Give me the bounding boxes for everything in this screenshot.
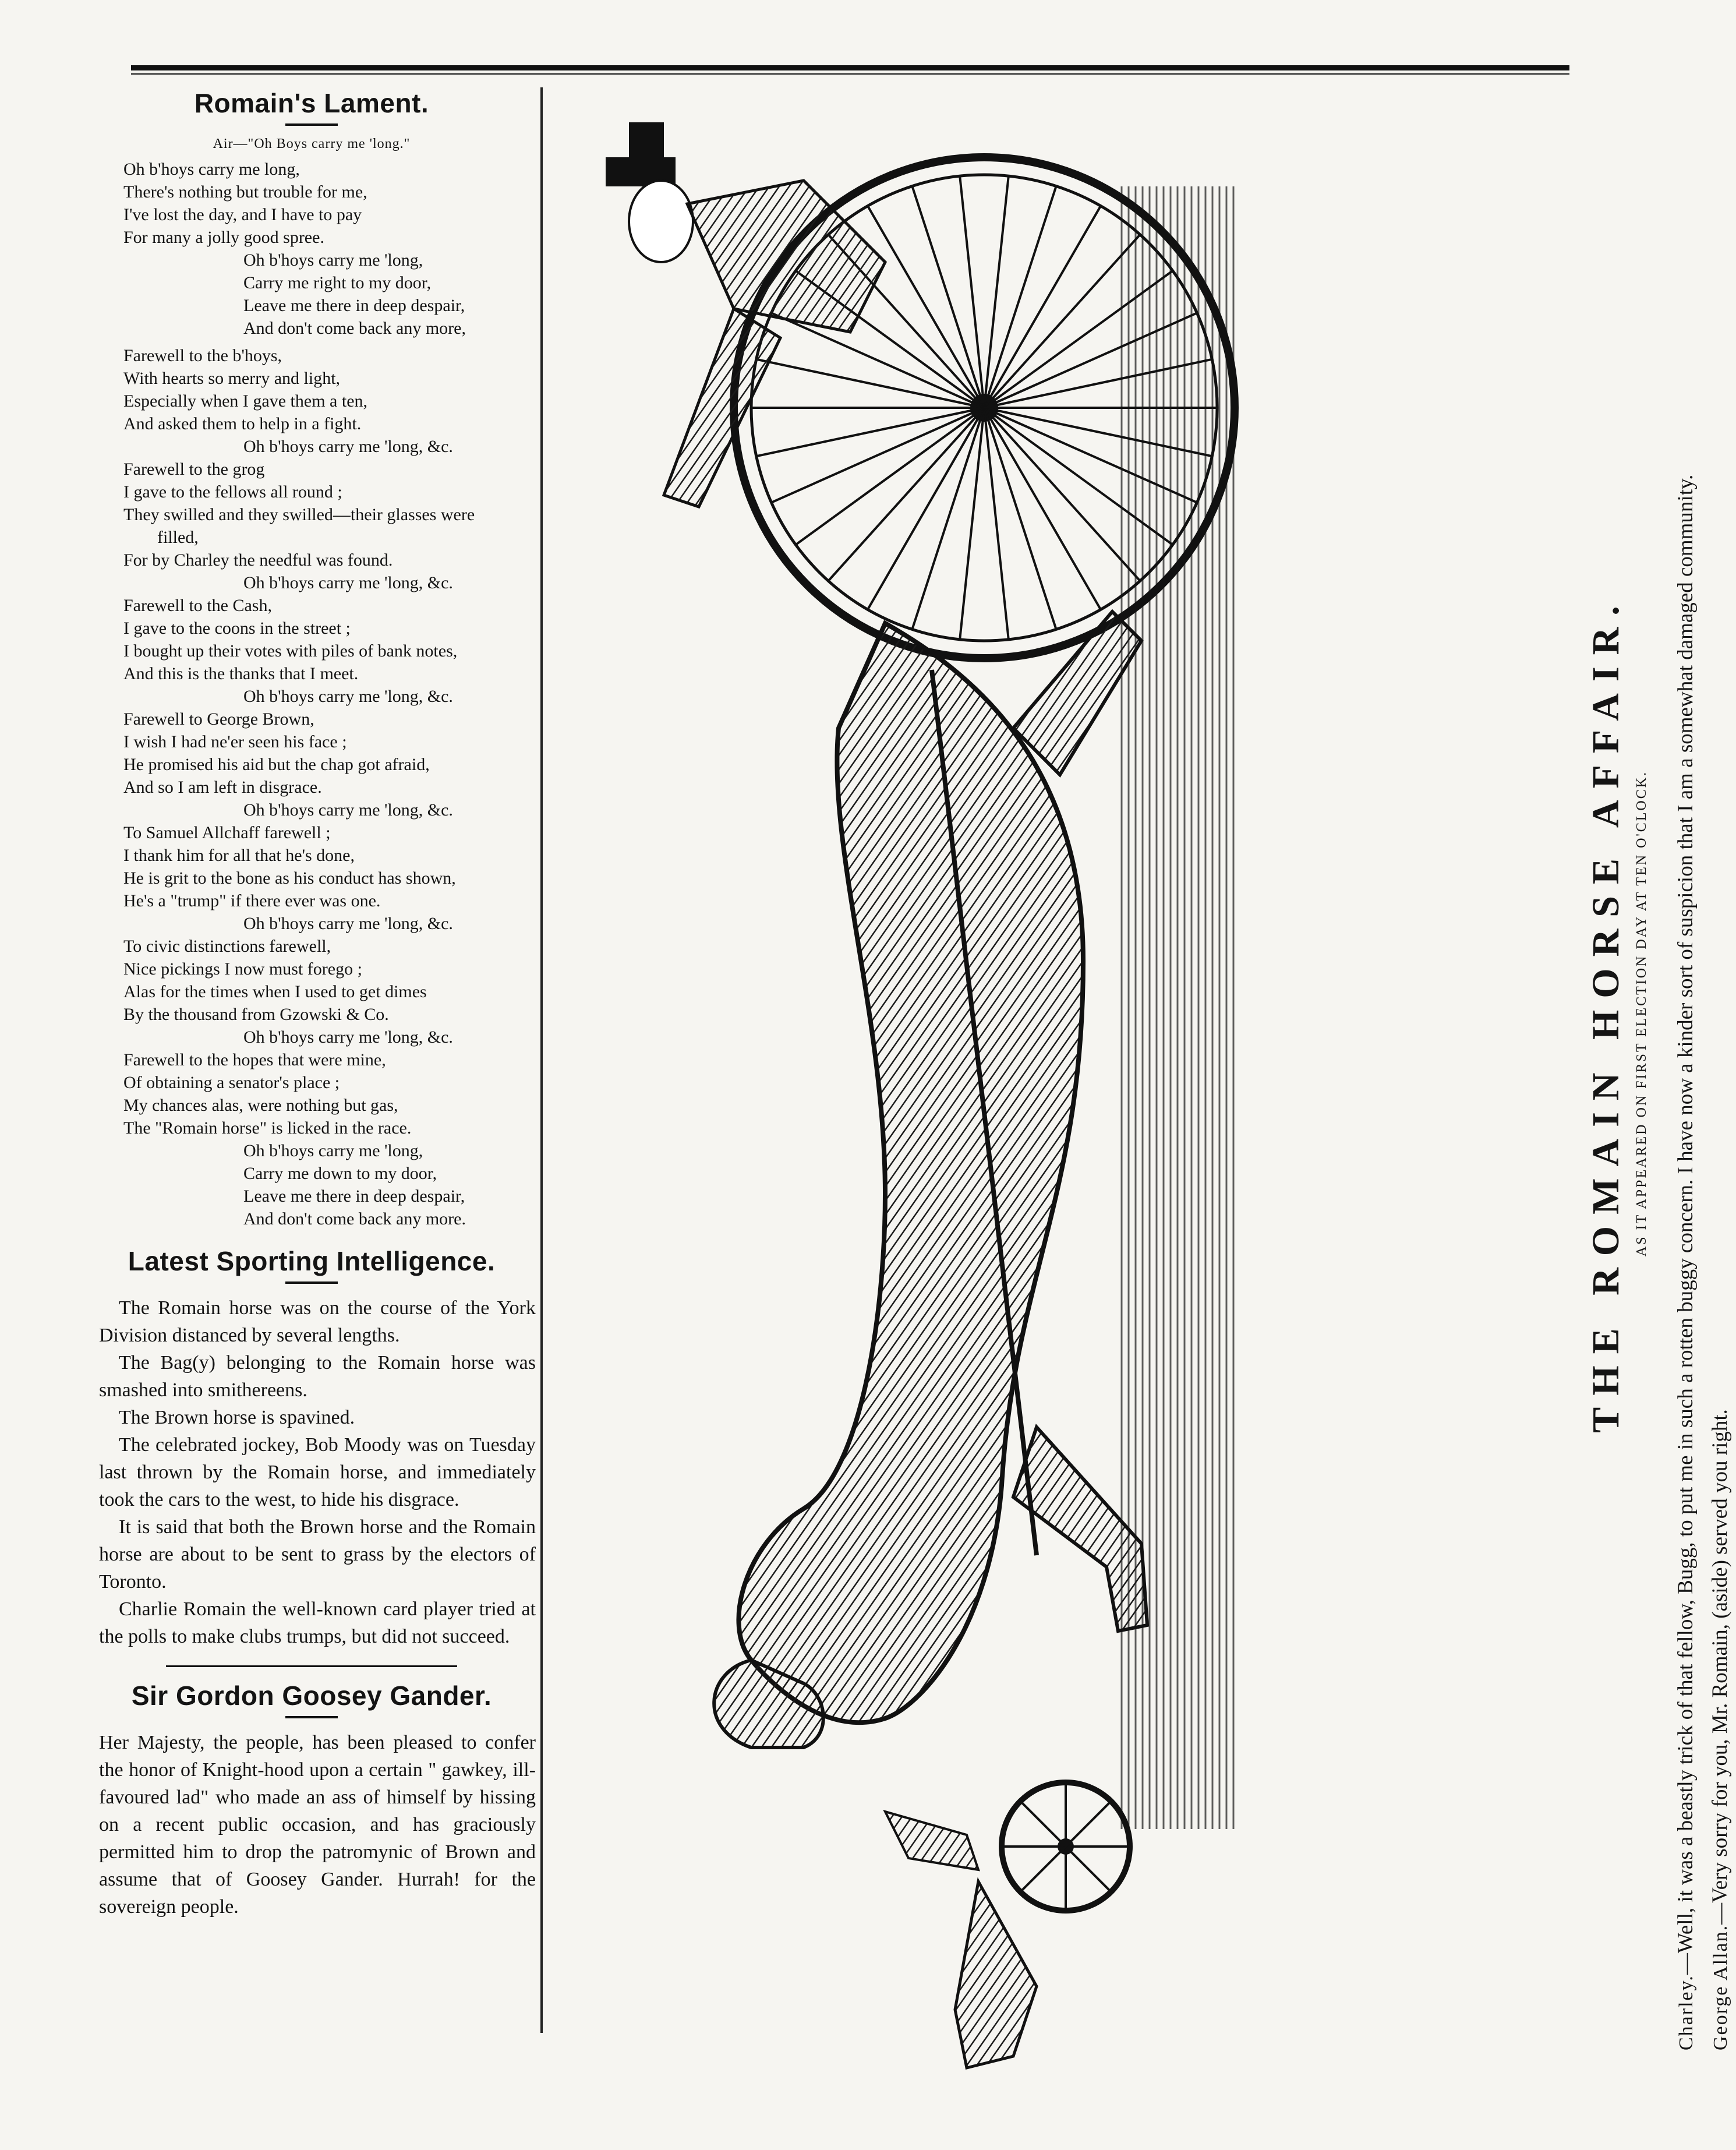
small-wheel-icon — [885, 1782, 1130, 2068]
allan-speech: —Very sorry for you, Mr. Romain, (aside) served you right. — [1708, 1409, 1732, 1925]
caption-line-charley — [1671, 128, 1702, 2050]
poem-line: He promised his aid but the chap got afraid, — [123, 755, 430, 774]
lament-title: Romain's Lament. — [194, 88, 429, 118]
speaker-allan: George Allan. — [1710, 1924, 1731, 2050]
news-paragraph: The Romain horse was on the course of the York Division distanced by several lengths. — [99, 1297, 536, 1346]
news-paragraph: Charlie Romain the well-known card player tried at the polls to make clubs trumps, but did not succeed. — [99, 1598, 536, 1647]
masthead-rule — [131, 65, 1569, 70]
poem-line: Oh b'hoys carry me 'long, &c. — [243, 573, 453, 592]
poem-line: Farewell to the b'hoys, — [123, 346, 282, 365]
poem-line: To civic distinctions farewell, — [123, 937, 331, 956]
poem-line: And don't come back any more, — [243, 319, 466, 338]
title-rule — [285, 123, 338, 126]
poem-line: Farewell to the grog — [123, 460, 265, 479]
left-column — [87, 87, 536, 1920]
driver-figure-icon — [606, 122, 885, 507]
title-rule — [285, 1281, 338, 1284]
poem-line: Oh b'hoys carry me 'long, &c. — [243, 1028, 453, 1047]
masthead-rule-thin — [131, 73, 1569, 75]
sporting-title: Latest Sporting Intelligence. — [128, 1246, 496, 1276]
poem-line: Carry me down to my door, — [243, 1164, 437, 1183]
news-paragraph: The Brown horse is spavined. — [119, 1407, 355, 1428]
gander-title: Sir Gordon Goosey Gander. — [131, 1681, 492, 1711]
poem-line: Oh b'hoys carry me 'long, — [243, 1141, 423, 1160]
section-rule — [166, 1665, 457, 1667]
poem-line: Oh b'hoys carry me long, — [123, 160, 300, 179]
news-paragraph: The celebrated jockey, Bob Moody was on Tuesday last thrown by the Romain horse, and immediately took the cars to the west, to hide his disgrace. — [99, 1434, 536, 1510]
gander-article — [87, 1729, 536, 1920]
poem-line: I wish I had ne'er seen his face ; — [123, 732, 347, 751]
cartoon-illustration — [559, 87, 1561, 2091]
poem-line: Nice pickings I now must forego ; — [123, 959, 362, 979]
poem-line: With hearts so merry and light, — [123, 369, 341, 388]
gander-paragraph: Her Majesty, the people, has been pleased to confer the honor of Knight-hood upon a certain " gawkey, ill-favoured lad" who made an ass of himself by hissing on a recent public occasion, and has graciously permitted him to drop the patromynic of Brown and assume that of Goosey Gander. Hurrah! for the sovereign people. — [99, 1732, 536, 1918]
wheel-spoke — [984, 235, 1140, 408]
caption-line-allan — [1705, 128, 1736, 2050]
poem-line: Oh b'hoys carry me 'long, &c. — [243, 687, 453, 706]
poem-line: They swilled and they swilled—their glasses were — [123, 505, 475, 524]
sporting-news — [87, 1294, 536, 1650]
poem-line: I've lost the day, and I have to pay — [123, 205, 362, 224]
poem-line: Especially when I gave them a ten, — [123, 391, 368, 411]
title-rule — [285, 1716, 338, 1718]
cartoon-title: THE ROMAIN HORSE AFFAIR. — [1585, 594, 1627, 1433]
news-paragraph: The Bag(y) belonging to the Romain horse was smashed into smithereens. — [99, 1352, 536, 1401]
poem-line: My chances alas, were nothing but gas, — [123, 1096, 398, 1115]
wheel-spoke — [772, 313, 984, 408]
poem-line: The "Romain horse" is licked in the race. — [123, 1118, 412, 1138]
poem-line: And don't come back any more. — [243, 1209, 466, 1228]
lament-air: Air—"Oh Boys carry me 'long." — [213, 136, 411, 151]
poem-line: Carry me right to my door, — [243, 273, 432, 292]
poem-line: He's a "trump" if there ever was one. — [123, 891, 381, 910]
poem-line: Oh b'hoys carry me 'long, &c. — [243, 914, 453, 933]
poem-line: Alas for the times when I used to get dimes — [123, 982, 427, 1001]
cartoon-caption — [1584, 128, 1736, 2050]
poem-line: Oh b'hoys carry me 'long, &c. — [243, 800, 453, 820]
poem-line: And so I am left in disgrace. — [123, 778, 322, 797]
poem-line: By the thousand from Gzowski & Co. — [123, 1005, 389, 1024]
poem-line: Leave me there in deep despair, — [243, 296, 465, 315]
news-paragraph: It is said that both the Brown horse and the Romain horse are about to be sent to grass by the electors of Toronto. — [99, 1516, 536, 1593]
stanza-gap — [87, 340, 536, 344]
poem-line: For many a jolly good spree. — [123, 228, 324, 247]
cartoon-subtitle: AS IT APPEARED ON FIRST ELECTION DAY AT TEN O'CLOCK. — [1634, 770, 1649, 1257]
poem-line: For by Charley the needful was found. — [123, 550, 393, 570]
horse-figure-icon — [714, 612, 1147, 1747]
poem-line: Leave me there in deep despair, — [243, 1187, 465, 1206]
poem-line: I thank him for all that he's done, — [123, 846, 355, 865]
poem-line: And asked them to help in a fight. — [123, 414, 362, 433]
poem-line: Farewell to the Cash, — [123, 596, 272, 615]
poem-line: There's nothing but trouble for me, — [123, 182, 367, 202]
wheel-spoke — [828, 408, 984, 581]
poem-line: He is grit to the bone as his conduct has shown, — [123, 869, 456, 888]
poem-line: Of obtaining a senator's place ; — [123, 1073, 340, 1092]
poem-line: Oh b'hoys carry me 'long, &c. — [243, 437, 453, 456]
column-divider — [540, 87, 543, 2033]
poem-line: I gave to the fellows all round ; — [123, 482, 342, 502]
speaker-charley: Charley. — [1675, 1975, 1697, 2050]
poem-line: I gave to the coons in the street ; — [123, 619, 351, 638]
poem-line: I bought up their votes with piles of bank notes, — [123, 641, 458, 661]
poem-line: To Samuel Allchaff farewell ; — [123, 823, 331, 842]
charley-speech: —Well, it was a beastly trick of that fellow, Bugg, to put me in such a rotten buggy concern. I have now a kinder sort of suspicion that I am a somewhat damaged community. — [1674, 474, 1698, 1975]
poem-line: Farewell to George Brown, — [123, 709, 314, 729]
wheel-spoke — [772, 408, 984, 503]
poem-line: And this is the thanks that I meet. — [123, 664, 359, 683]
lament-poem — [87, 158, 536, 1230]
poem-line: filled, — [157, 528, 199, 547]
wheel-spoke — [984, 408, 1140, 581]
poem-line: Oh b'hoys carry me 'long, — [243, 250, 423, 270]
poem-line: Farewell to the hopes that were mine, — [123, 1050, 386, 1069]
